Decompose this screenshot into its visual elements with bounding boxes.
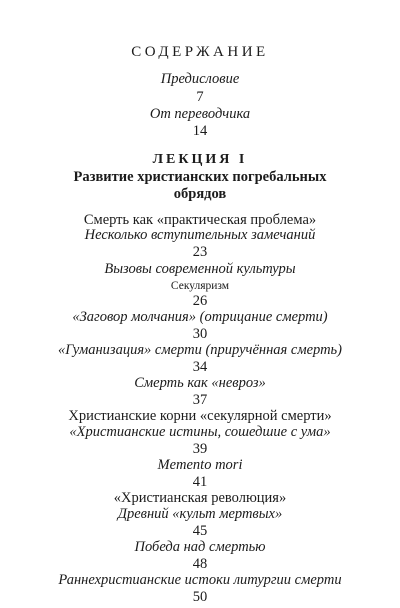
page-number: 37 — [192, 392, 208, 408]
page-number: 41 — [192, 474, 208, 490]
page-number: 23 — [192, 244, 208, 260]
toc-entry: Победа над смертью — [134, 539, 266, 555]
toc-entry: Несколько вступительных замечаний — [84, 227, 316, 243]
toc-entry: «Заговор молчания» (отрицание смерти) — [72, 309, 328, 325]
page-number: 45 — [192, 523, 208, 539]
page-number: 7 — [196, 89, 204, 105]
toc-entry: Memento mori — [157, 457, 243, 473]
toc-entry-translator: От переводчика — [149, 106, 251, 122]
lecture-title-line-1: Развитие христианских погребальных — [73, 169, 327, 185]
toc-entry: Древний «культ мертвых» — [117, 506, 283, 522]
toc-entry: Смерть как «невроз» — [134, 375, 266, 391]
page-number: 30 — [192, 326, 208, 342]
toc-entry: «Христианские истины, сошедшие с ума» — [69, 424, 331, 440]
toc-entry-preface: Предисловие — [160, 71, 240, 87]
lecture-heading: ЛЕКЦИЯ I — [152, 152, 248, 167]
page-number: 14 — [192, 123, 208, 139]
page-number: 50 — [192, 589, 208, 605]
toc-entry: Христианские корни «секулярной смерти» — [68, 408, 332, 424]
toc-entry: Раннехристианские истоки литургии смерти — [58, 572, 342, 588]
toc-entry: «Гуманизация» смерти (приручённая смерть) — [58, 342, 342, 358]
lecture-title-line-2: обрядов — [173, 186, 227, 202]
toc-entry: Секуляризм — [170, 280, 230, 292]
page-number: 39 — [192, 441, 208, 457]
toc-entry: Вызовы современной культуры — [104, 261, 296, 277]
toc-entry: Смерть как «практическая проблема» — [83, 212, 317, 228]
page-number: 48 — [192, 556, 208, 572]
page-number: 34 — [192, 359, 208, 375]
page-number: 26 — [192, 293, 208, 309]
toc-entry: «Христианская революция» — [113, 490, 287, 506]
toc-title: СОДЕРЖАНИЕ — [131, 44, 269, 60]
